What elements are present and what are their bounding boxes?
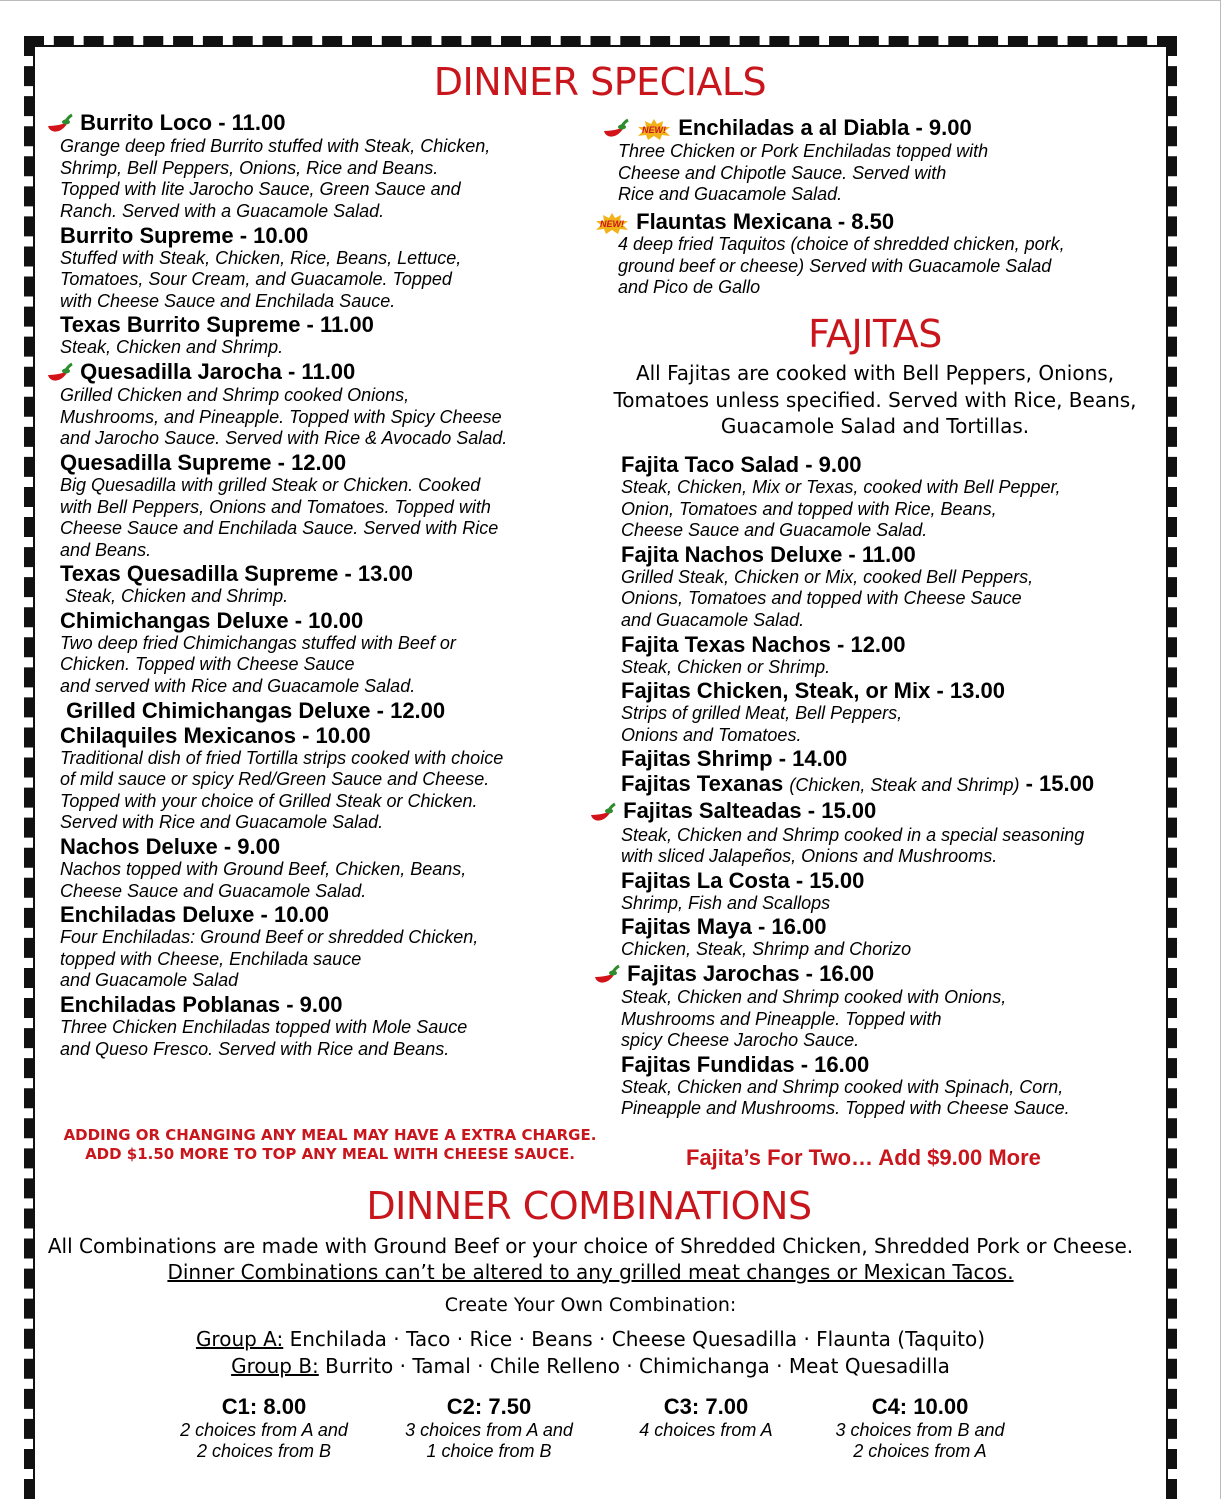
combo-price: C2: 7.50 [446, 1394, 532, 1419]
menu-item [621, 452, 1166, 542]
combo-description: 2 choices from A and 2 choices from B [180, 1420, 348, 1461]
item-description: Stuffed with Steak, Chicken, Rice, Beans, Lettuce, Tomatoes, Sour Cream, and Guacamole. Topped with Cheese Sauce and Enchilada Sauce. [60, 247, 462, 311]
item-name: Grilled Chimichangas Deluxe - 12.00 [60, 697, 446, 723]
item-description: Two deep fried Chimichangas stuffed with Beef or Chicken. Topped with Cheese Sauce and served with Rice and Guacamole Salad. [60, 632, 456, 697]
menu-item [60, 608, 600, 698]
group-b-label: Group B: [231, 1354, 319, 1378]
item-description: Strips of grilled Meat, Bell Peppers, Onions and Tomatoes. [621, 703, 903, 745]
menu-item [60, 902, 600, 992]
item-name-row [621, 771, 1166, 798]
menu-item [621, 678, 1166, 746]
item-name-row [591, 961, 1166, 987]
specials-title: DINNER SPECIALS [433, 60, 767, 104]
item-name: Chimichangas Deluxe - 10.00 [60, 607, 364, 633]
fajitas-for-two: Fajita’s For Two… Add $9.00 More [686, 1145, 1041, 1170]
new-badge-icon [594, 212, 630, 234]
item-name: Burrito Loco - 11.00 [80, 110, 286, 135]
menu-item [618, 115, 1158, 206]
item-description: Shrimp, Fish and Scallops [621, 892, 831, 913]
item-name: Texas Burrito Supreme - 11.00 [60, 312, 374, 338]
group-b-items: Burrito · Tamal · Chile Relleno · Chimichanga · Meat Quesadilla [318, 1354, 950, 1378]
item-description: Steak, Chicken and Shrimp. [60, 337, 284, 358]
item-description: Chicken, Steak, Shrimp and Chorizo [621, 939, 912, 960]
item-description: Steak, Chicken and Shrimp. [60, 586, 289, 607]
specials-left-column [60, 110, 600, 1060]
item-name: Quesadilla Jarocha - 11.00 [80, 358, 356, 384]
new-badge-text: NEW! [642, 125, 667, 136]
chili-pepper-icon [587, 801, 617, 825]
combinations-line2-text: Dinner Combinations can’t be altered to any grilled meat changes or Mexican Tacos. [167, 1260, 1014, 1284]
combo-description: 3 choices from B and 2 choices from A [835, 1420, 1005, 1461]
page-top-line [0, 0, 1221, 1]
combo-c1 [154, 1394, 374, 1462]
item-name: Fajita Texas Nachos - 12.00 [621, 631, 906, 657]
item-description: Four Enchiladas: Ground Beef or shredded Chicken, topped with Cheese, Enchilada sauce and Guacamole Salad [60, 927, 479, 991]
combo-c3 [596, 1394, 816, 1441]
group-a-label: Group A: [195, 1327, 284, 1351]
item-name: Burrito Supreme - 10.00 [60, 222, 309, 248]
item-paren-note: (Chicken, Steak and Shrimp) [789, 775, 1020, 796]
menu-item [60, 561, 600, 608]
item-name: Fajitas Maya - 16.00 [621, 914, 827, 940]
chili-pepper-icon [44, 112, 74, 136]
chili-pepper-icon [44, 361, 74, 385]
combinations-title: DINNER COMBINATIONS [366, 1184, 812, 1228]
item-name: Quesadilla Supreme - 12.00 [60, 449, 347, 475]
fajitas-intro: All Fajitas are cooked with Bell Peppers, Onions, Tomatoes unless specified. Served with Rice, Beans, Guacamole Salad and Tortillas. [613, 361, 1137, 438]
menu-item [600, 208, 1158, 299]
menu-item [621, 771, 1166, 798]
item-name-row [600, 115, 1158, 141]
menu-item [60, 698, 600, 723]
item-name: Enchiladas Poblanas - 9.00 [60, 992, 343, 1017]
item-description: Traditional dish of fried Tortilla strips cooked with choice of mild sauce or spicy Red/Green Sauce and Cheese. Topped with your choice of Grilled Steak or Chicken. Served with Rice and Guacamole Salad. [60, 747, 504, 833]
item-description: Three Chicken or Pork Enchiladas topped with Cheese and Chipotle Sauce. Served with Rice and Guacamole Salad. [618, 141, 989, 205]
item-name: Enchiladas a al Diabla - 9.00 [678, 115, 972, 140]
item-name: Fajita Nachos Deluxe - 11.00 [621, 541, 916, 567]
menu-item [60, 450, 600, 561]
combinations-line2 [0, 1260, 1181, 1284]
menu-item [60, 834, 600, 902]
item-description: Steak, Chicken and Shrimp cooked with Spinach, Corn, Pineapple and Mushrooms. Topped with Cheese Sauce. [621, 1076, 1070, 1119]
item-description: Steak, Chicken or Shrimp. [621, 656, 831, 677]
specials-right-column [600, 115, 1158, 299]
item-name: Fajita Taco Salad - 9.00 [621, 452, 862, 477]
menu-item [621, 746, 1166, 771]
item-name: Fajitas Texanas [621, 771, 784, 797]
menu-item [60, 223, 600, 313]
menu-item [60, 312, 600, 359]
menu-item [621, 868, 1166, 915]
combo-c4 [810, 1394, 1030, 1462]
item-name-row [44, 110, 600, 136]
group-a-items: Enchilada · Taco · Rice · Beans · Cheese Quesadilla · Flaunta (Taquito) [283, 1327, 986, 1351]
item-description: Grilled Chicken and Shrimp cooked Onions, Mushrooms, and Pineapple. Topped with Spicy Cheese and Jarocho Sauce. Served with Rice & Avocado Salad. [60, 385, 508, 449]
menu-item [60, 723, 600, 834]
fajitas-title: FAJITAS [808, 312, 942, 356]
item-description: Grange deep fried Burrito stuffed with Steak, Chicken, Shrimp, Bell Peppers, Onions, Rice and Beans. Topped with lite Jarocho Sauce, Green Sauce and Ranch. Served with a Guacamole Salad. [60, 136, 491, 221]
item-description: 4 deep fried Taquitos (choice of shredded chicken, pork, ground beef or cheese) Served with Guacamole Salad and Pico de Gallo [618, 234, 1065, 298]
menu-item [621, 961, 1166, 1052]
item-name: Texas Quesadilla Supreme - 13.00 [60, 561, 413, 587]
combo-description: 4 choices from A [639, 1420, 773, 1440]
item-description: Steak, Chicken and Shrimp cooked in a special seasoning with sliced Jalapeños, Onions and Mushrooms. [621, 824, 1085, 867]
fajitas-list [621, 452, 1166, 1120]
item-name: Flauntas Mexicana - 8.50 [636, 208, 895, 234]
item-name-row [594, 209, 1158, 234]
item-description: Grilled Steak, Chicken or Mix, cooked Bell Peppers, Onions, Tomatoes and topped with Cheese Sauce and Guacamole Salad. [621, 566, 1034, 630]
combo-c2 [379, 1394, 599, 1462]
item-name: Fajitas Chicken, Steak, or Mix - 13.00 [621, 678, 1005, 704]
item-description: Nachos topped with Ground Beef, Chicken, Beans, Cheese Sauce and Guacamole Salad. [60, 859, 467, 901]
menu-item [621, 798, 1166, 867]
group-b [0, 1354, 1181, 1378]
item-name-row [44, 359, 600, 385]
menu-item [60, 992, 600, 1060]
new-badge-icon [636, 118, 672, 140]
item-price: - 15.00 [1019, 771, 1095, 797]
item-name: Fajitas Fundidas - 16.00 [621, 1051, 870, 1077]
group-a [0, 1327, 1181, 1351]
extra-charge-note: ADDING OR CHANGING ANY MEAL MAY HAVE A EXTRA CHARGE. ADD $1.50 MORE TO TOP ANY MEAL WITH CHEESE SAUCE. [63, 1126, 597, 1163]
item-description: Steak, Chicken and Shrimp cooked with Onions, Mushrooms and Pineapple. Topped with spicy Cheese Jarocho Sauce. [621, 987, 1007, 1051]
create-combination: Create Your Own Combination: [444, 1294, 737, 1316]
menu-item [60, 110, 600, 223]
menu-item [621, 542, 1166, 632]
combo-price: C3: 7.00 [663, 1394, 749, 1419]
chili-pepper-icon [591, 963, 621, 987]
menu-item [621, 914, 1166, 961]
item-name: Fajitas Salteadas - 15.00 [623, 798, 877, 824]
menu-item [621, 1052, 1166, 1120]
menu-item [60, 359, 600, 450]
menu-item [621, 632, 1166, 679]
item-name: Fajitas La Costa - 15.00 [621, 867, 865, 893]
chili-pepper-icon [600, 117, 630, 141]
item-name: Enchiladas Deluxe - 10.00 [60, 902, 330, 928]
item-description: Steak, Chicken, Mix or Texas, cooked with Bell Pepper, Onion, Tomatoes and topped with Rice, Beans, Cheese Sauce and Guacamole Salad. [621, 477, 1061, 541]
item-description: Three Chicken Enchiladas topped with Mole Sauce and Queso Fresco. Served with Rice and Beans. [60, 1017, 468, 1059]
combinations-line1: All Combinations are made with Ground Beef or your choice of Shredded Chicken, Shredded Pork or Cheese. [47, 1234, 1134, 1258]
item-name: Chilaquiles Mexicanos - 10.00 [60, 722, 371, 748]
item-name: Fajitas Shrimp - 14.00 [621, 746, 848, 772]
item-name-row [587, 798, 1166, 824]
new-badge-text: NEW! [600, 219, 624, 230]
combo-price: C1: 8.00 [221, 1394, 307, 1419]
combo-description: 3 choices from A and 1 choice from B [405, 1420, 573, 1461]
item-description: Big Quesadilla with grilled Steak or Chicken. Cooked with Bell Peppers, Onions and Tomatoes. Topped with Cheese Sauce and Enchilada Sauce. Served with Rice and Beans. [60, 474, 499, 560]
item-name: Fajitas Jarochas - 16.00 [627, 960, 875, 986]
combo-price: C4: 10.00 [871, 1394, 969, 1419]
item-name: Nachos Deluxe - 9.00 [60, 834, 281, 860]
